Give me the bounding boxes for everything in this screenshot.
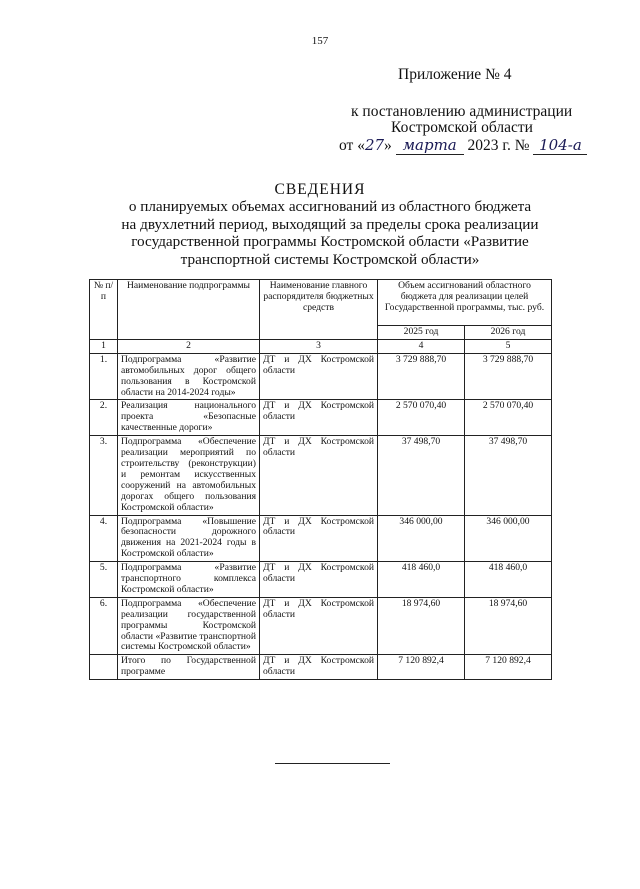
row-name: Подпрограмма «Повышение безопасности дорожного движения на 2021-2024 годы в Костромской области» [118,515,260,562]
row-admin: ДТ и ДХ Костромской области [260,515,378,562]
date-month-handwritten: марта [396,136,464,155]
row-name: Итого по Государственной программе [118,655,260,680]
row-name: Подпрограмма «Развитие автомобильных дорог общего пользования в Костромской области на 2014-2024 годы» [118,353,260,400]
row-name: Подпрограмма «Развитие транспортного комплекса Костромской области» [118,562,260,598]
table-row [90,515,552,562]
row-admin: ДТ и ДХ Костромской области [260,436,378,515]
row-2026: 37 498,70 [465,436,552,515]
table-row [90,436,552,515]
row-admin: ДТ и ДХ Костромской области [260,597,378,655]
header-num: № п/п [90,280,118,340]
appendix-date-line [339,136,587,155]
date-prefix: от « [339,137,365,154]
row-name: Подпрограмма «Обеспечение реализации государственной программы Костромской области «Развитие транспортной системы Костромской области» [118,597,260,655]
table-row [90,353,552,400]
subtitle-line: транспортной системы Костромской области» [180,250,480,268]
row-number: 5. [90,562,118,598]
appendix-line-2: Костромской области [391,119,533,136]
allocations-table [89,279,552,680]
row-number: 4. [90,515,118,562]
col-number: 2 [118,339,260,353]
closing-rule [275,763,390,764]
row-2026: 7 120 892,4 [465,655,552,680]
subtitle-line: на двухлетний период, выходящий за пределы срока реализации [121,215,539,233]
col-number: 4 [378,339,465,353]
table-row [90,400,552,436]
row-2025: 418 460,0 [378,562,465,598]
row-2025: 37 498,70 [378,436,465,515]
row-2026: 346 000,00 [465,515,552,562]
row-2026: 3 729 888,70 [465,353,552,400]
row-number: 2. [90,400,118,436]
header-year-2025: 2025 год [378,326,465,340]
appendix-line-1: к постановлению администрации [351,103,573,120]
column-numbers-row [90,339,552,353]
row-2025: 18 974,60 [378,597,465,655]
table-row [90,562,552,598]
row-admin: ДТ и ДХ Костромской области [260,562,378,598]
row-2026: 418 460,0 [465,562,552,598]
row-2026: 2 570 070,40 [465,400,552,436]
row-number: 1. [90,353,118,400]
doc-number-handwritten: 104-а [533,136,587,155]
col-number: 5 [465,339,552,353]
row-admin: ДТ и ДХ Костромской области [260,655,378,680]
row-2026: 18 974,60 [465,597,552,655]
subtitle-line: государственной программы Костромской области «Развитие [131,233,529,250]
col-number: 3 [260,339,378,353]
date-mid: » [384,137,392,154]
row-name: Подпрограмма «Обеспечение реализации мероприятий по строительству (реконструкции) и ремонтам искусственных сооружений на автомобильных дорогах общего пользования Костромской области» [118,436,260,515]
table-total-row [90,655,552,680]
header-name: Наименование подпрограммы [118,280,260,340]
document-title: СВЕДЕНИЯ [274,181,366,198]
subtitle-line: о планируемых объемах ассигнований из областного бюджета [128,198,532,215]
date-year: 2023 г. № [467,137,530,154]
appendix-title: Приложение № 4 [398,66,512,83]
row-2025: 7 120 892,4 [378,655,465,680]
row-number [90,655,118,680]
row-number: 3. [90,436,118,515]
table-row [90,597,552,655]
row-2025: 2 570 070,40 [378,400,465,436]
row-number: 6. [90,597,118,655]
row-2025: 3 729 888,70 [378,353,465,400]
header-year-2026: 2026 год [465,326,552,340]
header-budget: Объем ассигнований областного бюджета для реализации целей Государственной программы, тыс. руб. [378,280,552,326]
row-2025: 346 000,00 [378,515,465,562]
row-admin: ДТ и ДХ Костромской области [260,353,378,400]
date-day-handwritten: 27 [364,136,385,154]
header-row [90,280,552,326]
page-number: 157 [311,35,329,47]
document-subtitle [110,198,550,268]
row-name: Реализация национального проекта «Безопасные качественные дороги» [118,400,260,436]
col-number: 1 [90,339,118,353]
row-admin: ДТ и ДХ Костромской области [260,400,378,436]
header-admin: Наименование главного распорядителя бюджетных средств [260,280,378,340]
